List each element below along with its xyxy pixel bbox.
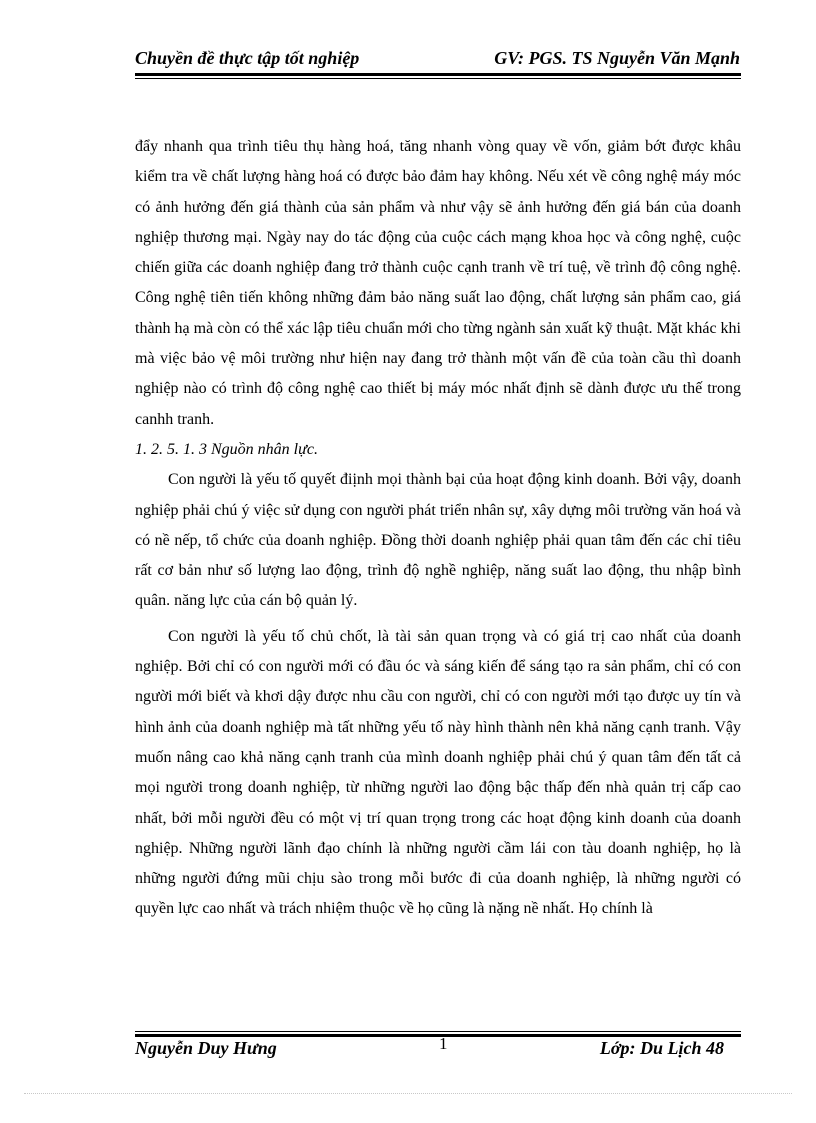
page-boundary-divider bbox=[24, 1093, 792, 1094]
page-footer bbox=[135, 1034, 740, 1062]
header-rule-thick bbox=[135, 73, 741, 76]
header-course-title: Chuyền đề thực tập tốt nghiệp bbox=[135, 48, 360, 68]
paragraph-people-key-factor: Con người là yếu tố chủ chốt, là tài sản quan trọng và có giá trị cao nhất của doanh nghiệp. Bởi chỉ có con người mới có đầu óc và sáng kiến để sáng tạo ra sản phẩm, chỉ có con người mới biết và khơi dậy được nhu cầu con người, chỉ có con người mới tạo được uy tín và hình ảnh của doanh nghiệp mà tất những yếu tố này hình thành nên khả năng cạnh tranh. Vậy muốn nâng cao khả năng cạnh tranh của mình doanh nghiệp phải chú ý quan tâm đến tất cả mọi người trong doanh nghiệp, từ những người lao động bậc thấp đến nhà quản trị cấp cao nhất, bởi mỗi người đều có một vị trí quan trọng trong các hoạt động kinh doanh của doanh nghiệp. Những người lãnh đạo chính là những người cầm lái con tàu doanh nghiệp, họ là những người đứng mũi chịu sào trong mỗi bước đi của doanh nghiệp, là những người có quyền lực cao nhất và trách nhiệm thuộc về họ cũng là nặng nề nhất. Họ chính là bbox=[135, 627, 741, 918]
paragraph-technology: đẩy nhanh qua trình tiêu thụ hàng hoá, tăng nhanh vòng quay về vốn, giảm bớt được khâu kiểm tra về chất lượng hàng hoá có được bảo đảm hay không. Nếu xét về công nghệ máy móc có ảnh hưởng đến giá thành của sản phẩm và như vậy sẽ ảnh hưởng đến giá bán của doanh nghiệp thương mại. Ngày nay do tác động của cuộc cách mạng khoa học và công nghệ, cuộc chiến giữa các doanh nghiệp đang trở thành cuộc cạnh tranh về trí tuệ, về trình độ công nghệ. Công nghệ tiên tiến không những đảm bảo năng suất lao động, chất lượng sản phẩm cao, giá thành hạ mà còn có thể xác lập tiêu chuẩn mới cho từng ngành sản xuất kỹ thuật. Mặt khác khi mà việc bảo vệ môi trường như hiện nay đang trở thành một vấn đề của toàn cầu thì doanh nghiệp nào có trình độ công nghệ cao thiết bị máy móc nhất định sẽ dành được ưu thế trong canhh tranh. bbox=[135, 138, 741, 428]
section-heading: 1. 2. 5. 1. 3 Nguồn nhân lực. bbox=[135, 440, 318, 458]
page-number: 1 bbox=[439, 1034, 448, 1053]
footer-class: Lớp: Du Lịch 48 bbox=[599, 1038, 724, 1058]
header-supervisor: GV: PGS. TS Nguyễn Văn Mạnh bbox=[494, 48, 740, 68]
page-header bbox=[135, 48, 740, 72]
document-body bbox=[135, 132, 741, 925]
footer-rule-thin bbox=[135, 1031, 741, 1032]
header-rule-thin bbox=[135, 78, 741, 79]
paragraph-human-resources: Con người là yếu tố quyết điịnh mọi thành bại của hoạt động kinh doanh. Bởi vậy, doanh nghiệp phải chú ý việc sử dụng con người phát triển nhân sự, xây dựng môi trường văn hoá và có nề nếp, tổ chức của doanh nghiệp. Đồng thời doanh nghiệp phải quan tâm đến các chỉ tiêu rất cơ bản như số lượng lao động, trình độ nghề nghiệp, năng suất lao động, thu nhập bình quân. năng lực của cán bộ quản lý. bbox=[135, 471, 741, 610]
footer-author: Nguyễn Duy Hưng bbox=[135, 1038, 277, 1058]
